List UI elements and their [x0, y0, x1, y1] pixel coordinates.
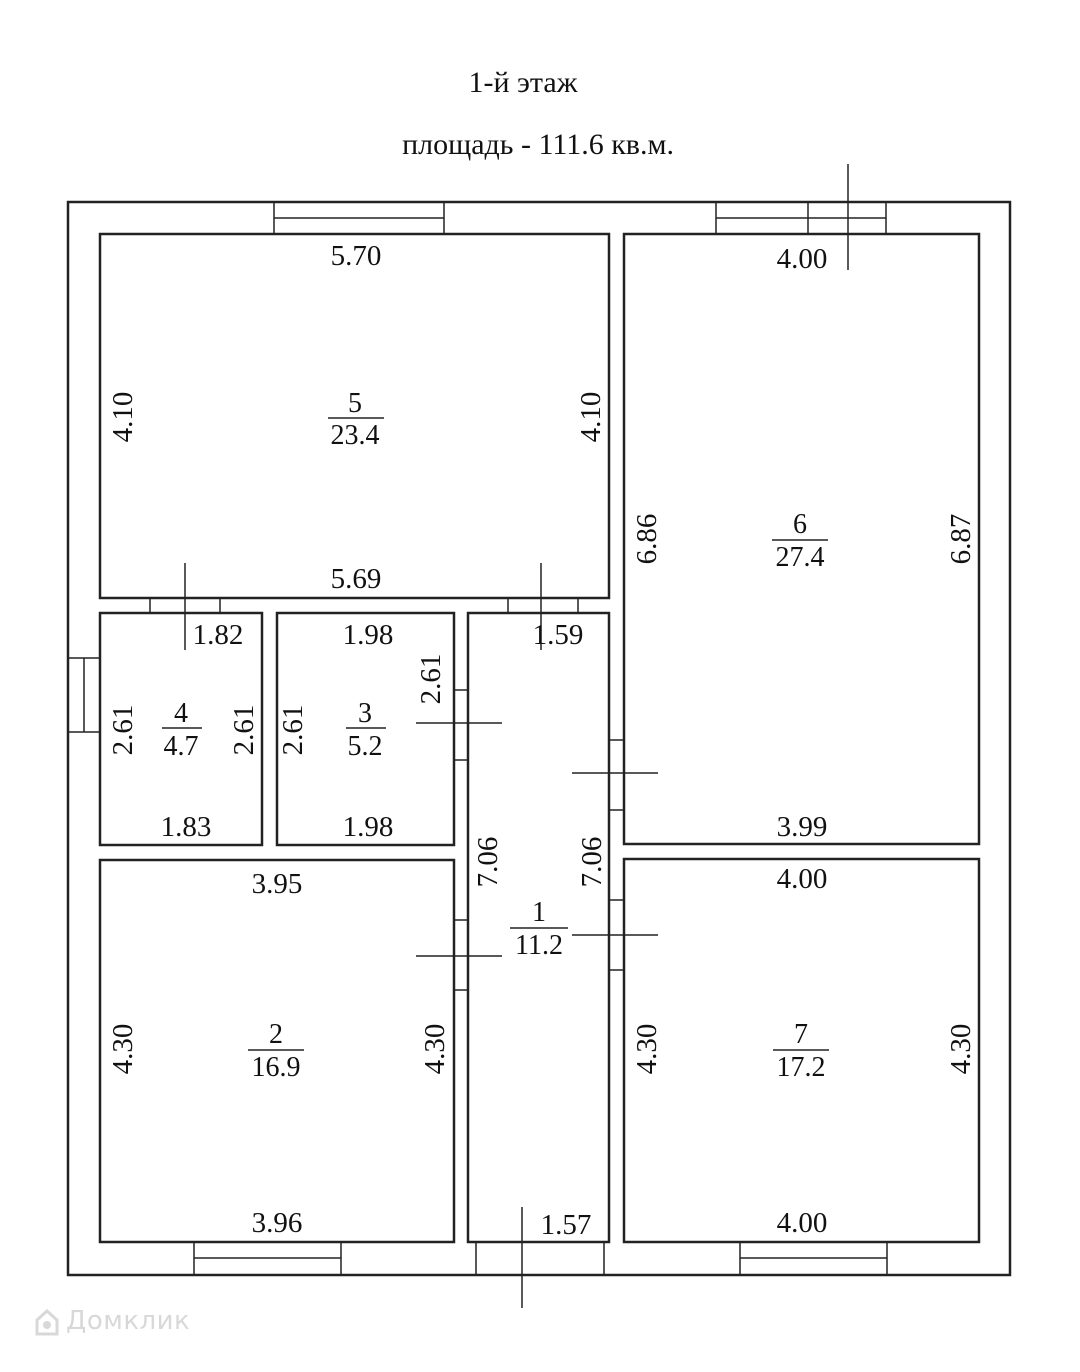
dimension-labels [107, 240, 977, 1241]
dim-r3-top: 1.98 [342, 619, 394, 651]
room-1-label [510, 897, 568, 961]
dim-r4-right: 2.61 [228, 704, 260, 756]
dim-r7-bottom: 4.00 [776, 1207, 828, 1239]
house-logo-icon [34, 1307, 60, 1337]
dim-r2-bottom: 3.96 [251, 1207, 303, 1239]
door-room-2 [454, 920, 468, 990]
door-room-3 [454, 690, 468, 760]
room-4-label [162, 698, 202, 762]
room-4-area: 4.7 [163, 731, 199, 762]
room-1-area: 11.2 [515, 930, 563, 961]
dim-r5-top: 5.70 [330, 240, 382, 272]
dim-r1-right: 7.06 [576, 836, 608, 888]
room-3-area: 5.2 [347, 731, 383, 762]
dim-r3-bottom: 1.98 [342, 811, 394, 843]
dim-r3-right: 2.61 [415, 653, 447, 705]
dim-r3-left: 2.61 [277, 704, 309, 756]
door-room-6 [609, 740, 624, 810]
dim-r4-left: 2.61 [107, 704, 139, 756]
dim-r5-left: 4.10 [107, 391, 139, 443]
room-5-number: 5 [348, 388, 362, 419]
dim-r2-right: 4.30 [419, 1023, 451, 1075]
area-label: площадь - 111.6 кв.м. [402, 128, 674, 161]
dim-r4-top: 1.82 [192, 619, 244, 651]
room-2-number: 2 [269, 1019, 283, 1050]
dim-r2-top: 3.95 [251, 868, 303, 900]
floor-title: 1-й этаж [468, 66, 578, 99]
room-6-label [772, 509, 828, 573]
dim-r6-left: 6.86 [631, 513, 663, 565]
dim-r1-left: 7.06 [472, 836, 504, 888]
entrance-door [476, 1242, 604, 1275]
room-7-area: 17.2 [776, 1052, 826, 1083]
room-2-label [248, 1019, 304, 1083]
room-2-area: 16.9 [251, 1052, 301, 1083]
watermark [34, 1306, 190, 1337]
dim-r1-top: 1.59 [532, 619, 584, 651]
room-6-area: 27.4 [775, 542, 825, 573]
room-2-outline [100, 860, 454, 1242]
room-3-label [346, 698, 386, 762]
dim-r6-top: 4.00 [776, 243, 828, 275]
outer-wall-outline [68, 202, 1010, 1275]
dim-r7-left: 4.30 [631, 1023, 663, 1075]
dim-r7-right: 4.30 [945, 1023, 977, 1075]
room-1-number: 1 [532, 897, 546, 928]
walls [68, 202, 1010, 1275]
door-room-1-top [508, 598, 578, 613]
dim-r5-right: 4.10 [575, 391, 607, 443]
room-5-label [328, 388, 384, 451]
dim-r6-bottom: 3.99 [776, 811, 828, 843]
dim-r1-bottom: 1.57 [540, 1209, 592, 1241]
dim-r5-bottom: 5.69 [330, 563, 382, 595]
room-7-number: 7 [794, 1019, 808, 1050]
room-6-number: 6 [793, 509, 807, 540]
room-5-area: 23.4 [330, 420, 380, 451]
room-3-number: 3 [358, 698, 372, 729]
watermark-text: Домклик [66, 1306, 191, 1336]
dim-r4-bottom: 1.83 [160, 811, 212, 843]
room-7-label [773, 1019, 829, 1083]
dim-r2-left: 4.30 [107, 1023, 139, 1075]
dim-r6-right: 6.87 [945, 513, 977, 565]
room-4-number: 4 [174, 698, 188, 729]
dim-r7-top: 4.00 [776, 863, 828, 895]
